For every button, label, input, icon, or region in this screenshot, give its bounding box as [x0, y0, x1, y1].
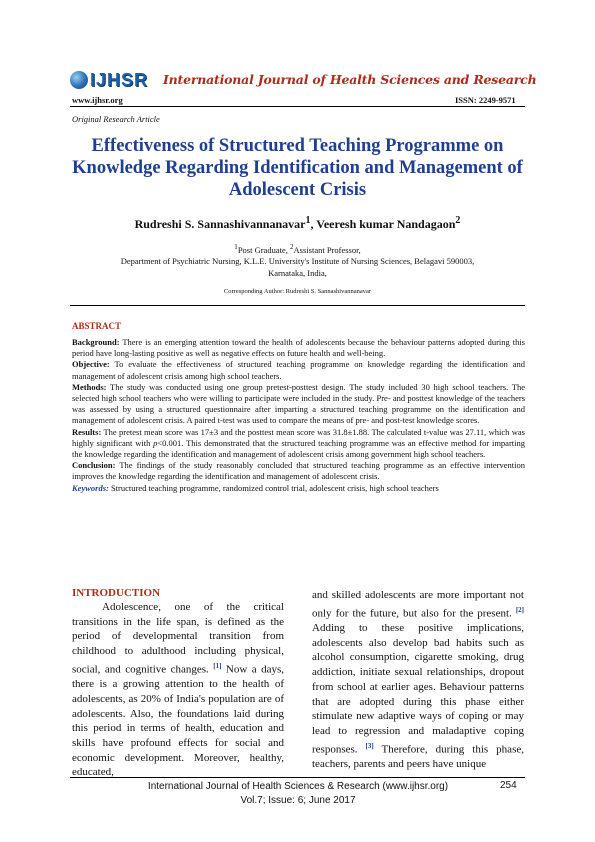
- abstract-conclusion: [72, 460, 525, 482]
- issn: ISSN: 2249-9571: [455, 95, 516, 105]
- section-rule: [70, 305, 525, 306]
- footer-journal: International Journal of Health Sciences & Research (www.ijhsr.org): [147, 781, 449, 792]
- abstract-results: [72, 427, 525, 461]
- affiliation-line-2: Department of Psychiatric Nursing, K.L.E. University's Institute of Nursing Sciences, Belagavi 590003,: [120, 256, 475, 267]
- abstract-objective: [72, 359, 525, 381]
- results-p: p: [153, 437, 158, 448]
- objective-text: To evaluate the effectiveness of structured teaching programme on knowledge regarding the identification and management of adolescent crisis among high school teachers.: [72, 359, 525, 381]
- keywords-label: Keywords:: [72, 482, 109, 493]
- footer-rule: [70, 777, 525, 778]
- article-type: Original Research Article: [72, 114, 160, 124]
- intro-text-b: Now a days, there is a growing attention to the health of adolescents, as 20% of India's population are of adolescents. Also, the foundations laid during this period in terms of health, education and skills have profound effects for social and economic development. Moreover, healthy, educated,: [72, 663, 284, 779]
- abstract-body: [72, 337, 525, 494]
- intro-column-left: [72, 587, 284, 780]
- methods-text: The study was conducted using one group pretest-posttest design. The study included 30 high school teachers. The selected high school teachers who were willing to participate were included in the study. Pre- and posttest knowledge of the teachers was assessed by using a structured questionnaire after imparting a structured teaching programme on the identification and management of adolescent crisis. A paired t-test was used to compare the means of pre- and post-test knowledge scores.: [72, 381, 525, 426]
- logo-text: IJHSR: [90, 70, 149, 90]
- footer: [118, 780, 478, 808]
- affiliation: [60, 242, 535, 279]
- page-number: 254: [500, 780, 517, 791]
- reference-link-3[interactable]: [3]: [365, 741, 374, 750]
- author-2-sup: 2: [455, 215, 461, 226]
- conclusion-text: The findings of the study reasonably concluded that structured teaching programme as an effective intervention improves the knowledge regarding the identification and management of adolescent crisis.: [72, 460, 525, 482]
- conclusion-label: Conclusion:: [72, 460, 116, 471]
- affil-role-2: Assistant Professor,: [293, 244, 361, 255]
- corresponding-author: Corresponding Author: Rudreshi S. Sannashivannanavar: [223, 288, 372, 295]
- intro-paragraph: [72, 600, 284, 780]
- intro-column-right: [312, 588, 524, 772]
- results-text-a: The pretest mean score was 17±3 and the posttest mean score was 31.8±1.88. The calculated t-value was 27.11, which was highly significant with: [72, 426, 525, 448]
- background-label: Background:: [72, 337, 120, 347]
- methods-label: Methods:: [72, 381, 107, 392]
- reference-link-1[interactable]: [1]: [213, 661, 222, 670]
- affil-sup-1: 1: [234, 243, 238, 251]
- globe-icon: [70, 71, 88, 89]
- abstract-heading: ABSTRACT: [72, 321, 122, 331]
- objective-label: Objective:: [72, 359, 110, 370]
- intro-text-c: and skilled adolescents are more important not only for the future, but also for the present.: [312, 589, 524, 620]
- intro-text-d: Adding to these positive implications, adolescents also develop bad habits such as alcohol consumption, cigarette smoking, drug addiction, initiate sexual relationships, dropout from school at earlier ages. Behaviour patterns that are adopted during this phase either stimulate new adaptive ways of coping or may lead to regression and maladaptive coping responses.: [312, 622, 524, 756]
- author-1: Rudreshi S. Sannashivannanavar: [134, 217, 306, 231]
- author-separator: ,: [310, 217, 317, 231]
- journal-name: International Journal of Health Sciences and Research: [163, 72, 537, 87]
- header-rule: [70, 106, 525, 107]
- introduction-heading: INTRODUCTION: [72, 587, 161, 599]
- keywords-text: Structured teaching programme, randomized control trial, adolescent crisis, high school teachers: [108, 482, 439, 493]
- results-label: Results:: [72, 426, 102, 437]
- intro-text-e: Therefore, during this phase, teachers, parents and peers have unique: [312, 743, 524, 771]
- abstract-keywords: [72, 483, 525, 494]
- intro-text-a: Adolescence, one of the critical transitions in the life span, is defined as the period of developmental transition from childhood to adulthood including physical, social, and cognitive changes.: [72, 601, 284, 676]
- affiliation-line-1: [60, 242, 535, 256]
- affiliation-line-3: Karnataka, India,: [268, 267, 327, 278]
- results-text-b: <0.001. This demonstrated that the structured teaching programme was an effective method for imparting the knowledge regarding the identification and management of adolescent crisis among government high school teachers.: [72, 437, 526, 460]
- affil-sup-2: 2: [289, 243, 294, 251]
- footer-volume: Vol.7; Issue: 6; June 2017: [240, 795, 356, 806]
- background-text: There is an emerging attention toward the health of adolescents because the behaviour patterns adopted during this period have long-lasting positive as well as negative effects on future health and well-being.: [72, 337, 525, 359]
- abstract-background: [72, 337, 525, 359]
- journal-website[interactable]: www.ijhsr.org: [72, 95, 123, 105]
- affil-role-1: Post Graduate,: [237, 244, 290, 255]
- author-1-sup: 1: [305, 215, 311, 226]
- reference-link-2[interactable]: [2]: [515, 605, 524, 614]
- author-2: Veeresh kumar Nandagaon: [316, 217, 456, 231]
- journal-logo: [70, 70, 160, 90]
- authors: [60, 215, 535, 232]
- paper-title: Effectiveness of Structured Teaching Programme on Knowledge Regarding Identification and Management of Adolescent Crisis: [72, 136, 523, 200]
- abstract-methods: [72, 382, 525, 427]
- intro-paragraph-cont: [312, 588, 524, 772]
